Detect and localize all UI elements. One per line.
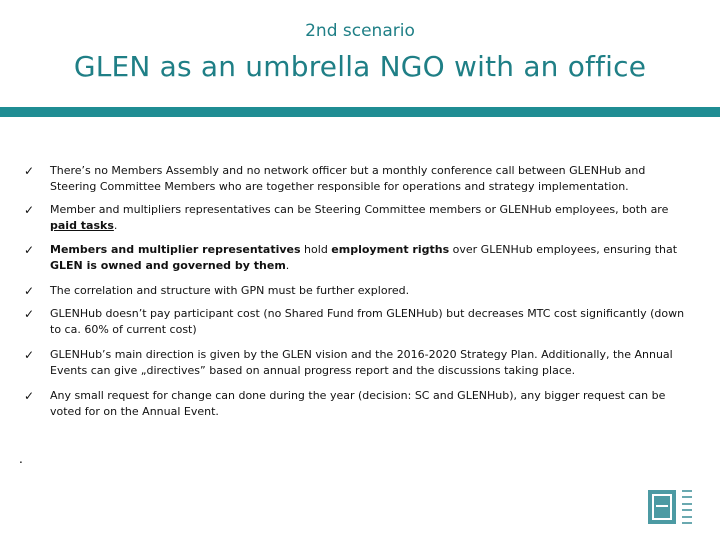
bullet-text (50, 242, 695, 274)
bullet-text (50, 306, 695, 338)
bullet-item (22, 202, 702, 234)
checkmark-icon: ✓ (24, 348, 35, 362)
bullet-item (22, 283, 702, 299)
checkmark-icon: ✓ (24, 243, 35, 257)
checkmark-icon: ✓ (24, 164, 35, 178)
bullet-text-part: Member and multipliers representatives can be Steering Committee members or GLENHub employees, both are (50, 203, 669, 216)
bullet-text (50, 163, 695, 195)
slide-title: GLEN as an umbrella NGO with an office (73, 50, 647, 83)
trailing-dot: . (19, 452, 23, 466)
bullet-text-part: GLENHub doesn’t pay participant cost (no Shared Fund from GLENHub) but decreases MTC cost significantly (down to ca. 60% of current cost) (50, 307, 685, 336)
logo-mark (652, 494, 672, 520)
checkmark-icon: ✓ (24, 284, 35, 298)
logo-sidebar-marks (682, 490, 692, 524)
bullet-text (50, 283, 695, 299)
bullet-text-part: employment rigths (331, 243, 450, 256)
bullet-text-part: The correlation and structure with GPN must be further explored. (50, 284, 410, 297)
bullet-text-part: GLENHub’s main direction is given by the GLEN vision and the 2016-2020 Strategy Plan. Additionally, the Annual Events can give „directives” based on annual progress report and the discussions taking place. (50, 348, 673, 377)
bullet-text-part: Any small request for change can done during the year (decision: SC and GLENHub), any bigger request can be voted for on the Annual Event. (50, 389, 666, 418)
checkmark-icon: ✓ (24, 203, 35, 217)
bullet-item (22, 306, 702, 338)
bullet-text-part: . (113, 219, 118, 232)
bullet-text (50, 202, 695, 234)
bullet-text-part: paid tasks (50, 219, 114, 232)
bullet-text-part: Members and multiplier representatives (50, 243, 301, 256)
glen-logo-icon (648, 490, 676, 524)
bullet-text-part: There’s no Members Assembly and no network officer but a monthly conference call between GLENHub and Steering Committee Members who are together responsible for operations and strategy implementation. (50, 164, 646, 193)
slide-subtitle: 2nd scenario (305, 21, 415, 41)
bullet-text-part: hold (300, 243, 332, 256)
bullet-text-part: over GLENHub employees, ensuring that (449, 243, 678, 256)
checkmark-icon: ✓ (24, 307, 35, 321)
bullet-text (50, 347, 695, 379)
bullet-text (50, 388, 695, 420)
bullet-item (22, 242, 702, 274)
checkmark-icon: ✓ (24, 389, 35, 403)
bullet-item (22, 163, 702, 195)
bullet-text-part: GLEN is owned and governed by them (50, 259, 286, 272)
bullet-item (22, 347, 702, 379)
bullet-item (22, 388, 702, 420)
bullet-text-part: . (285, 259, 290, 272)
